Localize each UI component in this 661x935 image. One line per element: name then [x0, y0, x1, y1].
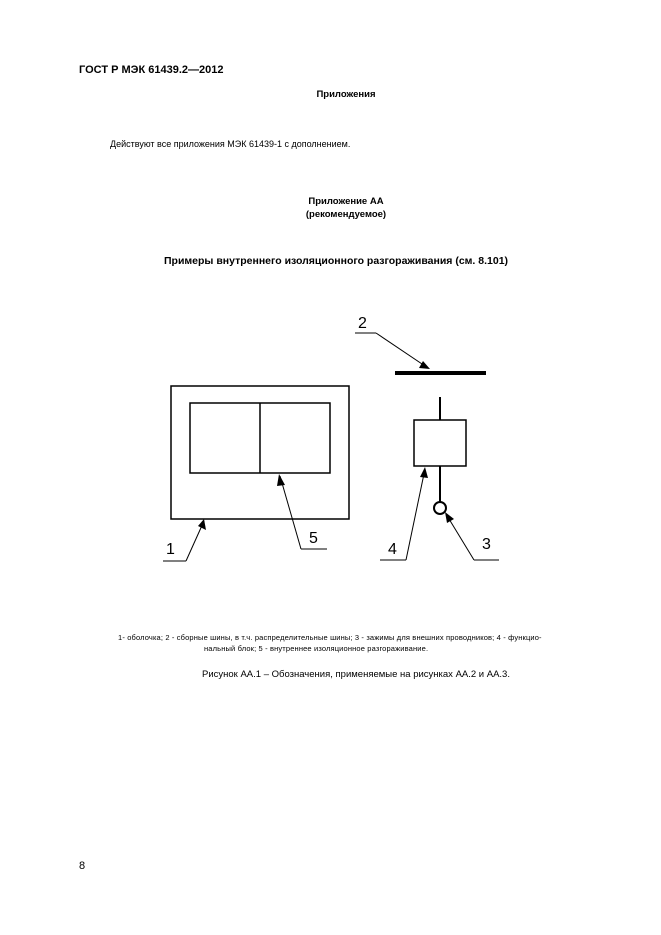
arrow-head: [198, 519, 206, 530]
leader-5: [277, 474, 327, 549]
enclosure-group: [171, 386, 349, 519]
label-4: 4: [388, 541, 397, 558]
terminal: [434, 502, 446, 514]
arrow-head: [420, 467, 428, 478]
document-header: ГОСТ Р МЭК 61439.2—2012: [79, 64, 224, 76]
legend-line-1: 1- оболочка; 2 - сборные шины, в т.ч. распределительные шины; 3 - зажимы для внешних проводников; 4 - функцио-: [118, 633, 542, 642]
arrow-head: [277, 474, 285, 486]
page-number: 8: [79, 860, 86, 872]
arrow-head: [419, 361, 430, 369]
arrow-head: [445, 512, 454, 523]
body-paragraph: Действуют все приложения МЭК 61439-1 с дополнением.: [110, 139, 351, 149]
figure-heading: Примеры внутреннего изоляционного разгораживания (см. 8.101): [164, 255, 509, 267]
label-5: 5: [309, 530, 318, 547]
figure-caption: Рисунок АА.1 – Обозначения, применяемые на рисунках АА.2 и АА.3.: [202, 669, 510, 680]
functional-unit-group: [414, 397, 466, 514]
functional-unit-box: [414, 420, 466, 466]
label-1: 1: [166, 541, 175, 558]
legend-line-2: нальный блок; 5 - внутреннее изоляционное разгораживание.: [204, 644, 429, 653]
section-title: Приложения: [316, 89, 376, 100]
busbar-group: [355, 333, 486, 373]
label-3: 3: [482, 536, 491, 553]
annex-subtitle: (рекомендуемое): [305, 209, 387, 220]
label-2: 2: [358, 315, 367, 332]
annex-title: Приложение АА: [308, 196, 384, 207]
